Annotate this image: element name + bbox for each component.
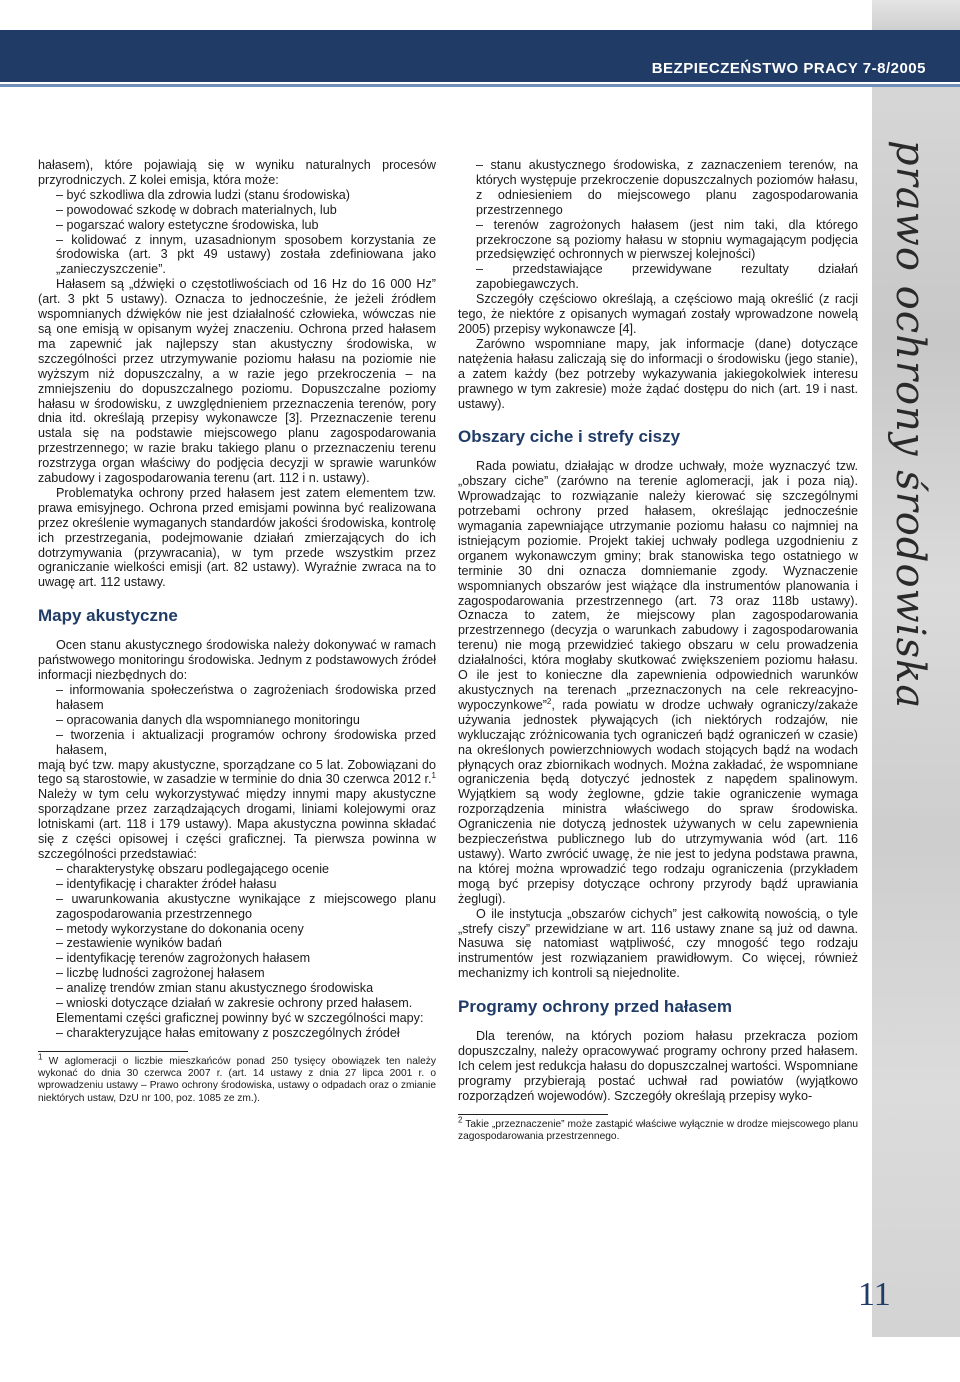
footnote <box>458 1115 858 1144</box>
section-heading-obszary: Obszary ciche i strefy ciszy <box>458 427 681 447</box>
paragraph-text: , rada powiatu w drodze uchwały ograniczy/zakaże używania jednostek pływających (ich niektórych rodzajów, nie wykluczając zróżnicowania tych ograniczeń bądź ograniczeń w czasie) na określonych powierzchniowych wodach stojących bądź na wodach płynących oraz zbiornikach wodnych. Można zakładać, że wspomniane ograniczenia będą dotyczyć jednostek z napędem spalinowym. Wyjątkiem są wody żeglowne, gdzie takie ograniczenie wymaga rozporządzenia ministra właściwego do spraw środowiska. Ograniczenia nie dotyczą jednostek używanych w celu zapewnienia bezpieczeństwa publicznego lub do utrzymywania wód (art. 116 ustawy). Warto zwrócić uwagę, że nie jest to jedyna podstawa prawna, na której można wprowadzić tego rodzaju ograniczenia (przykładem mogą być przepisy dotyczące ochrony przyrody bądź uprawiania żeglugi). <box>458 697 858 906</box>
list-item: – identyfikację i charakter źródeł hałasu <box>56 876 277 891</box>
footnote-divider <box>38 1051 188 1052</box>
page-number: 11 <box>858 1276 891 1313</box>
paragraph: Hałasem są „dźwięki o częstotliwościach od 16 Hz do 16 000 Hz” (art. 3 pkt 5 ustawy). Oznacza to jednocześnie, że jeżeli źródłem wspomnianych dźwięków nie jest działalność człowieka, wówczas nie są one emisją w opisanym wyżej znaczeniu. Ochrona przed hałasem ma zapewnić jak najlepszy stan akustyczny środowiska, w szczególności przez utrzymywanie poziomu hałasu na poziomie nie wyższym niż dopuszczalny, a w razie jego przekroczenia – na zmniejszeniu do dopuszczalnego poziomu. Dopuszczalne poziomy hałasu w środowisku, z uwzględnieniem przeznaczenia terenów, pory dnia itd. określają przepisy wykonawcze [3]. Przeznaczenie terenu ustala się na podstawie miejscowego planu zagospodarowania przestrzennego; w razie braku takiego planu o przeznaczeniu terenu rozstrzyga organ właściwy do podjęcia decyzji w sprawie warunków zabudowy i zagospodarowania terenu (art. 112 i n. ustawy). <box>38 277 436 486</box>
right-column <box>458 158 858 1143</box>
paragraph-text: Rada powiatu, działając w drodze uchwały, może wyznaczyć tzw. „obszary ciche” (zarówno na terenie aglomeracji, jak i poza nią). Wprowadzając to rozwiązanie należy kierować się szczególnymi potrzebami ochrony przed hałasem, określając jednocześnie wymagania zapewniające utrzymanie poziomu hałasu co najmniej na istniejącym poziomie. Projekt takiej uchwały podlega uzgodnieniu z organem wykonawczym gminy; brak stanowiska tego ostatniego w terminie 30 dni oznacza domniemanie zgody. Wyznaczenie wspomnianych obszarów jest wiążące dla instrumentów planowania i zagospodarowania przestrzennego (art. 73 oraz 118b ustawy). Oznacza to zatem, że miejscowy plan zagospodarowania przestrzennego (decyzja o warunkach zabudowy i zagospodarowania terenu) nie mogą przewidzieć takiego obszaru w celu prowadzenia działalności, która mogłaby skutkować zwiększeniem poziomu hałasu. O ile jest to konieczne dla zapewnienia odpowiednich warunków akustycznych na terenach „przeznaczonych na cele rekreacyjno-wypoczynkowe” <box>458 459 858 712</box>
list-item: – identyfikację terenów zagrożonych hałasem <box>56 951 311 966</box>
footnote-divider <box>458 1114 608 1115</box>
paragraph: Elementami części graficznej powinny być w szczególności mapy: <box>56 1010 424 1025</box>
paragraph: Zarówno wspomniane mapy, jak informacje (dane) dotyczące natężenia hałasu zaliczają się do informacji o środowisku (jego stanie), a zatem każdy (bez potrzeby wykazywania jakiegokolwiek interesu prawnego w tym zakresie) może żądać dostępu do nich (art. 19 i nast. ustawy). <box>458 336 858 411</box>
footnote <box>38 1052 436 1105</box>
paragraph: Ocen stanu akustycznego środowiska należy dokonywać w ramach państwowego monitoringu środowiska. Jednym z podstawowych źródeł informacji niezbędnych do: <box>38 638 436 683</box>
list-item: – kolidować z innym, uzasadnionym sposobem korzystania ze środowiska (art. 3 pkt 49 ustawy) została zdefiniowana jako „zanieczyszczenie”. <box>56 232 436 277</box>
footnote-text: W aglomeracji o liczbie mieszkańców ponad 250 tysięcy obowiązek ten należy wykonać do dnia 30 czerwca 2007 r. (art. 14 ustawy z dnia 27 lipca 2001 r. o wprowadzeniu ustawy – Prawo ochrony środowiska, ustawy o odpadach oraz o zmianie niektórych ustaw, DzU nr 100, poz. 1085 ze zm.). <box>38 1055 436 1104</box>
paragraph: Dla terenów, na których poziom hałasu przekracza poziom dopuszczalny, należy opracowywać programy ochrony przed hałasem. Ich celem jest redukcja hałasu do dopuszczalnej wartości. Wspomniane programy przybierają postać uchwał rad powiatów (wyjątkowo rozporządzeń wojewodów). Szczegóły określają przepisy wyko- <box>458 1029 858 1103</box>
footnote-ref: 2 <box>546 696 552 706</box>
paragraph <box>38 758 436 862</box>
list-item: – charakteryzujące hałas emitowany z poszczególnych źródeł <box>56 1025 400 1040</box>
footnote-text: Takie „przeznaczenie” może zastąpić właściwe wyłącznie w drodze miejscowego planu zagospodarowania przestrzennego. <box>458 1118 858 1142</box>
list-item: – liczbę ludności zagrożonej hałasem <box>56 966 265 981</box>
list-item: – tworzenia i aktualizacji programów ochrony środowiska przed hałasem, <box>56 727 436 757</box>
list-item: – charakterystykę obszaru podlegającego ocenie <box>56 861 330 876</box>
paragraph: O ile instytucja „obszarów cichych” jest całkowitą nowością, o tyle „strefy ciszy” przewidziane w art. 116 ustawy znane są już od dawna. Nasuwa się natomiast wątpliwość, czy mnogość tego rodzaju instrumentów jest rozwiązaniem prawidłowym. Co więcej, również mechanizmy ich kontroli są niejednolite. <box>458 906 858 981</box>
list-item: – przedstawiające przewidywane rezultaty działań zapobiegawczych. <box>476 262 858 292</box>
list-item: – być szkodliwa dla zdrowia ludzi (stanu środowiska) <box>56 187 350 202</box>
section-label: prawo ochrony środowiska <box>887 140 933 710</box>
section-heading-mapy: Mapy akustyczne <box>38 606 178 626</box>
decorative-strip-top <box>872 0 960 30</box>
paragraph: hałasem), które pojawiają się w wyniku naturalnych procesów przyrodniczych. Z kolei emisja, która może: <box>38 158 436 187</box>
list-item: – uwarunkowania akustyczne wynikające z miejscowego planu zagospodarowania przestrzennego <box>56 891 436 921</box>
list-item: – powodować szkodę w dobrach materialnych, lub <box>56 202 337 217</box>
header-divider <box>0 84 960 87</box>
list-item: – opracowania danych dla wspomnianego monitoringu <box>56 712 360 727</box>
footnote-number: 2 <box>458 1115 463 1125</box>
paragraph: Problematyka ochrony przed hałasem jest zatem elementem tzw. prawa emisyjnego. Ochrona przed emisjami powinna być realizowana przez określenie wymaganych standardów jakości środowiska, kontrolę ich przestrzegania, podejmowanie działań zmierzających do ich dotrzymywania (przywracania), w tym przede wszystkim przez ograniczanie wielkości emisji (art. 82 ustawy). Wyraźnie zwraca na to uwagę art. 112 ustawy. <box>38 485 436 590</box>
paragraph-text: mają być tzw. mapy akustyczne, sporządzane co 5 lat. Zobowiązani do tego są starostowie, w zasadzie w terminie do dnia 30 czerwca 2012 r. <box>38 757 436 787</box>
section-heading-programy: Programy ochrony przed hałasem <box>458 997 732 1017</box>
list-item: – metody wykorzystane do dokonania oceny <box>56 921 304 936</box>
list-item: – pogarszać walory estetyczne środowiska, lub <box>56 217 319 232</box>
left-column <box>38 158 436 1105</box>
paragraph <box>458 459 858 906</box>
list-item: – wnioski dotyczące działań w zakresie ochrony przed hałasem. <box>56 996 413 1011</box>
list-item: – analizę trendów zmian stanu akustycznego środowiska <box>56 981 374 996</box>
paragraph: Szczegóły częściowo określają, a częściowo mają określić (z racji tego, że niektóre z opisanych wymagań zostały wprowadzone nowelą 2005) przepisy wykonawcze [4]. <box>458 292 858 336</box>
footnote-ref: 1 <box>431 771 436 781</box>
list-item: – terenów zagrożonych hałasem (jest nim taki, dla którego przekroczone są poziomy hałasu w stopniu wymagającym podjęcia przedsięwzięć ochronnych w pierwszej kolejności) <box>476 217 858 262</box>
journal-title: BEZPIECZEŃSTWO PRACY 7-8/2005 <box>651 60 926 77</box>
list-item: – zestawienie wyników badań <box>56 936 222 951</box>
list-item: – informowania społeczeństwa o zagrożeniach środowiska przed hałasem <box>56 683 436 712</box>
footnote-number: 1 <box>38 1052 43 1062</box>
list-item: – stanu akustycznego środowiska, z zaznaczeniem terenów, na których występuje przekroczenie dopuszczalnych poziomów hałasu, z odniesieniem do miejscowego planu zagospodarowania przestrzennego <box>476 158 858 217</box>
paragraph-text: Należy w tym celu wykorzystywać między innymi mapy akustyczne sporządzane przez zarządzających drogami, liniami kolejowymi oraz lotniskami (art. 118 i 179 ustawy). Mapa akustyczna powinna składać się z części opisowej i części graficznej. Ta pierwsza powinna w szczególności przedstawiać: <box>38 787 436 861</box>
